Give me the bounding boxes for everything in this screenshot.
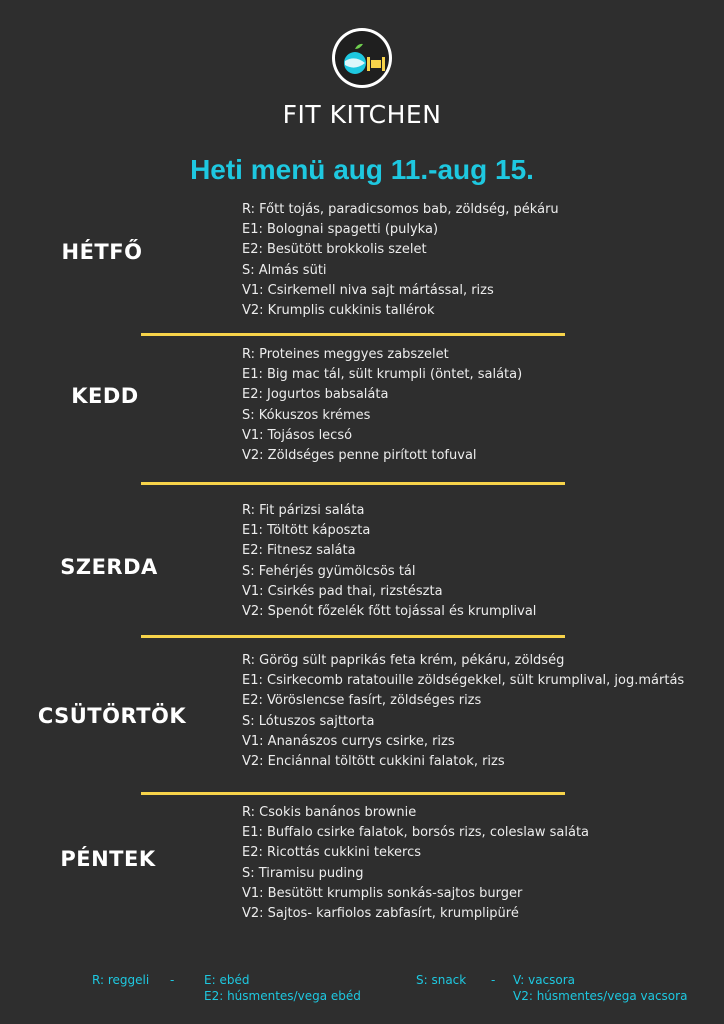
day-menu-wednesday [242,501,536,622]
day-menu-thursday [242,651,684,772]
day-menu-tuesday [242,345,522,466]
menu-item: S: Kókuszos krémes [242,407,371,423]
menu-item: V1: Csirkemell niva sajt mártással, rizs [242,282,494,298]
menu-item: V2: Sajtos- karfiolos zabfasírt, krumplipüré [242,906,519,922]
legend-dinner-veg: V2: húsmentes/vega vacsora [513,989,688,1003]
menu-item: E1: Buffalo csirke falatok, borsós rizs, coleslaw saláta [242,825,590,841]
menu-item: R: Proteines meggyes zabszelet [242,347,449,362]
menu-item: R: Főtt tojás, paradicsomos bab, zöldség, pékáru [242,202,559,217]
legend-dash: - [170,973,175,987]
legend-dash: - [491,973,496,987]
menu-item: V1: Ananászos currys csirke, rizs [242,733,455,749]
day-label-thursday: CSÜTÖRTÖK [37,704,187,728]
divider [141,635,565,638]
divider [141,482,565,485]
menu-item: R: Fit párizsi saláta [242,503,365,518]
menu-item: V2: Zöldséges penne pirított tofuval [242,448,477,464]
legend-breakfast: R: reggeli [92,973,150,987]
day-menu-friday [242,803,589,924]
menu-item: R: Csokis banános brownie [242,805,417,820]
menu-item: V2: Enciánnal töltött cukkini falatok, rizs [242,754,505,770]
menu-item: V2: Spenót főzelék főtt tojással és krumplival [242,604,537,620]
fit-kitchen-logo-icon [331,27,393,89]
menu-item: S: Tiramisu puding [242,865,364,881]
menu-item: E2: Besütött brokkolis szelet [242,242,427,258]
brand-name: FIT KITCHEN [282,100,442,129]
menu-item: R: Görög sült paprikás feta krém, pékáru, zöldség [242,653,565,668]
menu-item: E1: Töltött káposzta [242,523,371,539]
day-label-friday: PÉNTEK [60,847,156,871]
menu-item: E2: Fitnesz saláta [242,543,356,559]
menu-item: S: Fehérjés gyümölcsös tál [242,563,416,579]
legend-dinner: V: vacsora [513,973,576,987]
menu-item: V1: Csirkés pad thai, rizstészta [242,583,443,599]
divider [141,333,565,336]
menu-item: E1: Big mac tál, sült krumpli (öntet, saláta) [242,367,523,383]
menu-item: V2: Krumplis cukkinis tallérok [242,303,435,319]
menu-item: E1: Csirkecomb ratatouille zöldségekkel, sült krumplival, jog.mártás [242,673,685,689]
legend-lunch-veg: E2: húsmentes/vega ebéd [204,989,361,1003]
menu-item: E2: Jogurtos babsaláta [242,387,389,403]
day-label-monday: HÉTFŐ [61,240,143,264]
day-label-wednesday: SZERDA [60,555,158,579]
divider [141,792,565,795]
menu-item: V1: Tojásos lecsó [242,427,353,443]
day-label-tuesday: KEDD [71,384,139,408]
legend-lunch: E: ebéd [204,973,250,987]
menu-item: S: Almás süti [242,262,327,278]
legend-snack: S: snack [416,973,467,987]
menu-item: V1: Besütött krumplis sonkás-sajtos burger [242,885,523,901]
menu-item: E1: Bolognai spagetti (pulyka) [242,222,439,238]
menu-item: S: Lótuszos sajttorta [242,713,375,729]
day-menu-monday [242,200,559,321]
page-title: Heti menü aug 11.-aug 15. [190,154,534,185]
menu-item: E2: Ricottás cukkini tekercs [242,845,421,861]
menu-item: E2: Vöröslencse fasírt, zöldséges rizs [242,693,482,709]
